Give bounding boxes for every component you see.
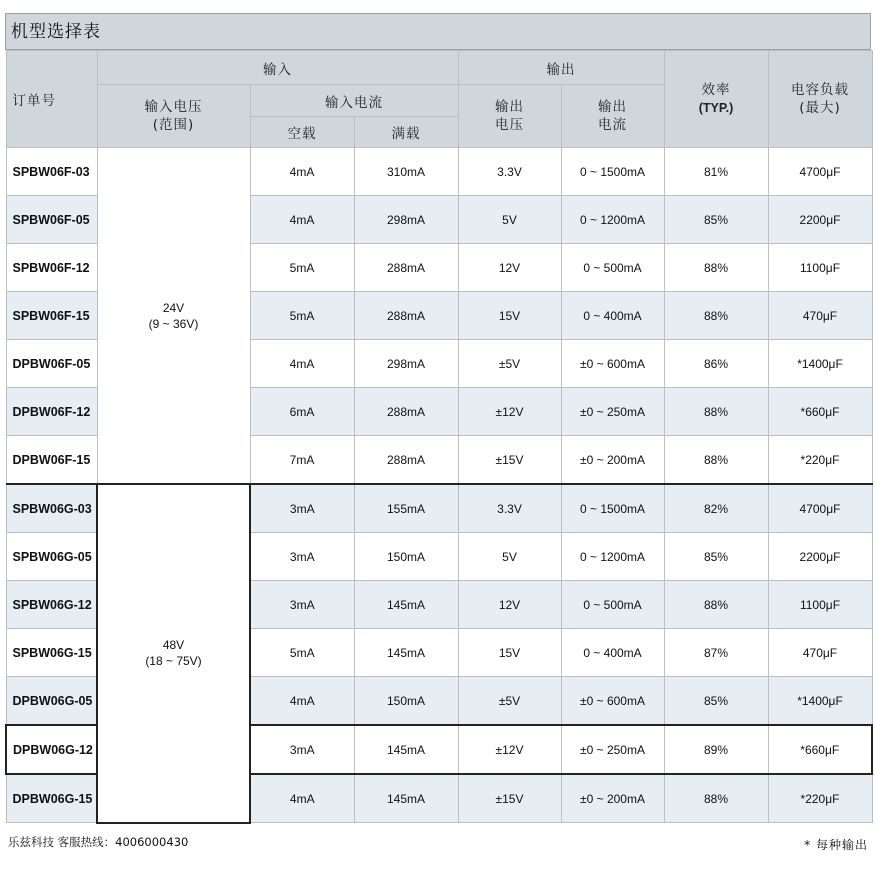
cell-efficiency: 85% xyxy=(664,196,768,244)
cell-output-current: ±0 ~ 600mA xyxy=(561,340,664,388)
cell-efficiency: 89% xyxy=(664,725,768,774)
cell-output-current: 0 ~ 1200mA xyxy=(561,196,664,244)
cell-input-voltage xyxy=(97,484,250,823)
cell-efficiency: 87% xyxy=(664,629,768,677)
header-output-voltage xyxy=(458,85,561,148)
cell-output-current: 0 ~ 1200mA xyxy=(561,533,664,581)
cell-capacitive-load: 2200μF xyxy=(768,533,872,581)
cell-full-load: 145mA xyxy=(354,629,458,677)
cell-full-load: 298mA xyxy=(354,196,458,244)
cell-model: DPBW06G-12 xyxy=(6,725,97,774)
cell-full-load: 298mA xyxy=(354,340,458,388)
header-input: 输入 xyxy=(97,51,458,85)
cell-model: DPBW06F-05 xyxy=(6,340,97,388)
cell-capacitive-load: *1400μF xyxy=(768,340,872,388)
cell-full-load: 155mA xyxy=(354,484,458,533)
cell-output-voltage: ±15V xyxy=(458,436,561,485)
header-output-current xyxy=(561,85,664,148)
cell-model: SPBW06G-15 xyxy=(6,629,97,677)
input-voltage-value: 24V xyxy=(162,300,185,315)
cell-output-current: ±0 ~ 200mA xyxy=(561,774,664,823)
cell-no-load: 4mA xyxy=(250,148,354,196)
cell-output-current: 0 ~ 500mA xyxy=(561,244,664,292)
header-input-voltage xyxy=(97,85,250,148)
cell-output-voltage: 5V xyxy=(458,196,561,244)
cell-no-load: 3mA xyxy=(250,581,354,629)
cell-efficiency: 82% xyxy=(664,484,768,533)
cell-output-voltage: ±15V xyxy=(458,774,561,823)
cell-capacitive-load: 470μF xyxy=(768,629,872,677)
cell-output-current: ±0 ~ 600mA xyxy=(561,677,664,726)
cell-no-load: 4mA xyxy=(250,774,354,823)
cell-output-current: 0 ~ 1500mA xyxy=(561,148,664,196)
cell-full-load: 150mA xyxy=(354,677,458,726)
header-output-voltage-l1: 输出 xyxy=(495,99,524,115)
cell-efficiency: 88% xyxy=(664,774,768,823)
header-no-load: 空载 xyxy=(250,117,354,148)
header-order-no: 订单号 xyxy=(6,51,97,148)
input-voltage-value: 48V xyxy=(162,638,185,653)
cell-no-load: 3mA xyxy=(250,725,354,774)
cell-no-load: 4mA xyxy=(250,196,354,244)
header-efficiency-l1: 效率 xyxy=(701,82,731,98)
cell-no-load: 6mA xyxy=(250,388,354,436)
header-cap-load xyxy=(768,51,872,148)
cell-model: DPBW06F-12 xyxy=(6,388,97,436)
cell-full-load: 288mA xyxy=(354,436,458,485)
cell-no-load: 5mA xyxy=(250,244,354,292)
cell-no-load: 4mA xyxy=(250,677,354,726)
footer-hotline: 乐兹科技 客服热线：4006000430 xyxy=(8,835,189,849)
cell-efficiency: 88% xyxy=(664,581,768,629)
cell-model: SPBW06F-15 xyxy=(6,292,97,340)
cell-model: DPBW06G-05 xyxy=(6,677,97,726)
cell-output-voltage: 3.3V xyxy=(458,484,561,533)
cell-output-current: 0 ~ 500mA xyxy=(561,581,664,629)
cell-full-load: 310mA xyxy=(354,148,458,196)
cell-efficiency: 81% xyxy=(664,148,768,196)
cell-output-voltage: 12V xyxy=(458,244,561,292)
selection-sheet xyxy=(5,13,871,824)
cell-no-load: 4mA xyxy=(250,340,354,388)
cell-efficiency: 88% xyxy=(664,292,768,340)
header-input-current: 输入电流 xyxy=(250,85,458,117)
cell-output-voltage: ±12V xyxy=(458,725,561,774)
header-efficiency-l2: (TYP.) xyxy=(698,101,734,115)
cell-output-current: ±0 ~ 200mA xyxy=(561,436,664,485)
cell-efficiency: 85% xyxy=(664,677,768,726)
header-efficiency xyxy=(664,51,768,148)
model-selection-table xyxy=(5,50,873,824)
cell-efficiency: 88% xyxy=(664,244,768,292)
header-cap-load-l2: (最大) xyxy=(799,100,841,116)
cell-model: SPBW06G-03 xyxy=(6,484,97,533)
cell-output-voltage: ±5V xyxy=(458,677,561,726)
cell-output-current: 0 ~ 400mA xyxy=(561,629,664,677)
cell-full-load: 145mA xyxy=(354,581,458,629)
cell-efficiency: 86% xyxy=(664,340,768,388)
cell-capacitive-load: 4700μF xyxy=(768,148,872,196)
cell-model: SPBW06F-12 xyxy=(6,244,97,292)
cell-efficiency: 88% xyxy=(664,388,768,436)
header-output-voltage-l2: 电压 xyxy=(495,117,524,133)
cell-capacitive-load: 1100μF xyxy=(768,244,872,292)
cell-no-load: 7mA xyxy=(250,436,354,485)
cell-output-voltage: 15V xyxy=(458,292,561,340)
header-input-voltage-l1: 输入电压 xyxy=(144,99,203,115)
cell-output-voltage: ±5V xyxy=(458,340,561,388)
cell-model: SPBW06F-03 xyxy=(6,148,97,196)
cell-capacitive-load: *220μF xyxy=(768,774,872,823)
cell-capacitive-load: *660μF xyxy=(768,388,872,436)
cell-efficiency: 88% xyxy=(664,436,768,485)
cell-output-current: ±0 ~ 250mA xyxy=(561,388,664,436)
cell-model: DPBW06F-15 xyxy=(6,436,97,485)
cell-output-voltage: 5V xyxy=(458,533,561,581)
header-full-load: 满载 xyxy=(354,117,458,148)
cell-capacitive-load: 1100μF xyxy=(768,581,872,629)
header-output-current-l1: 输出 xyxy=(598,99,627,115)
cell-full-load: 288mA xyxy=(354,292,458,340)
header-output: 输出 xyxy=(458,51,664,85)
cell-full-load: 145mA xyxy=(354,774,458,823)
cell-output-voltage: 3.3V xyxy=(458,148,561,196)
cell-no-load: 5mA xyxy=(250,292,354,340)
cell-output-current: ±0 ~ 250mA xyxy=(561,725,664,774)
cell-model: DPBW06G-15 xyxy=(6,774,97,823)
input-voltage-range: (18 ~ 75V) xyxy=(145,654,202,669)
cell-full-load: 288mA xyxy=(354,388,458,436)
cell-capacitive-load: *220μF xyxy=(768,436,872,485)
cell-capacitive-load: 470μF xyxy=(768,292,872,340)
cell-no-load: 3mA xyxy=(250,533,354,581)
cell-model: SPBW06G-12 xyxy=(6,581,97,629)
table-body xyxy=(6,148,872,823)
header-output-current-l2: 电流 xyxy=(598,117,627,133)
footer-note: * 每种输出 xyxy=(804,838,868,852)
cell-capacitive-load: 2200μF xyxy=(768,196,872,244)
cell-no-load: 5mA xyxy=(250,629,354,677)
cell-model: SPBW06F-05 xyxy=(6,196,97,244)
cell-efficiency: 85% xyxy=(664,533,768,581)
cell-output-current: 0 ~ 1500mA xyxy=(561,484,664,533)
cell-capacitive-load: 4700μF xyxy=(768,484,872,533)
cell-input-voltage xyxy=(97,148,250,485)
table-title: 机型选择表 xyxy=(5,13,871,50)
cell-full-load: 288mA xyxy=(354,244,458,292)
cell-full-load: 150mA xyxy=(354,533,458,581)
cell-output-voltage: ±12V xyxy=(458,388,561,436)
cell-output-voltage: 15V xyxy=(458,629,561,677)
cell-capacitive-load: *660μF xyxy=(768,725,872,774)
cell-output-voltage: 12V xyxy=(458,581,561,629)
input-voltage-range: (9 ~ 36V) xyxy=(148,316,199,331)
header-cap-load-l1: 电容负载 xyxy=(791,82,849,98)
table-row xyxy=(6,148,872,196)
cell-full-load: 145mA xyxy=(354,725,458,774)
table-row xyxy=(6,484,872,533)
cell-model: SPBW06G-05 xyxy=(6,533,97,581)
cell-capacitive-load: *1400μF xyxy=(768,677,872,726)
header-input-voltage-l2: (范围) xyxy=(152,117,195,133)
cell-no-load: 3mA xyxy=(250,484,354,533)
cell-output-current: 0 ~ 400mA xyxy=(561,292,664,340)
